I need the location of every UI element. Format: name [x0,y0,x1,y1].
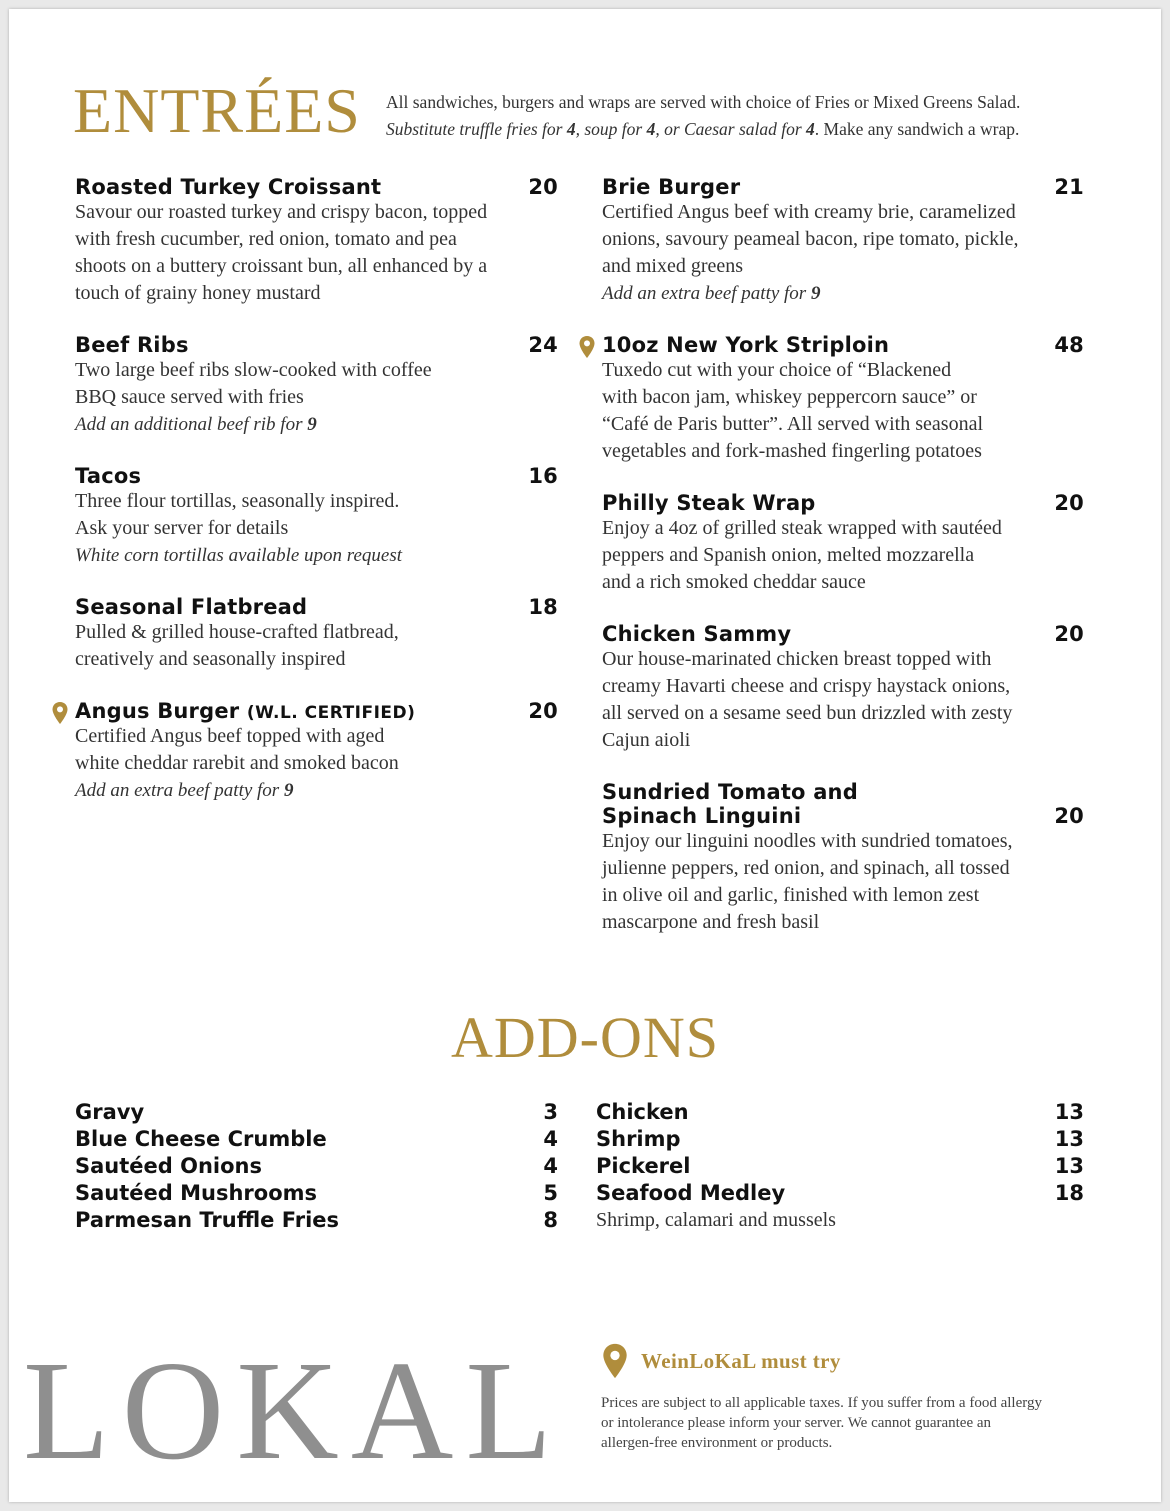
entrees-intro [386,89,1126,143]
must-try-label: WeinLoKaL must try [641,1348,841,1373]
item-note: Add an extra beef patty for 9 [602,283,821,304]
item-name: Brie Burger [602,175,741,199]
location-pin-icon [601,1342,629,1380]
item-desc-line: Certified Angus beef topped with aged [75,725,385,747]
item-desc-line: Ask your server for details [75,517,289,539]
addon-item [596,1180,1084,1207]
item-price: 21 [1054,175,1084,199]
must-try-legend [601,1342,841,1380]
item-desc-line: Savour our roasted turkey and crispy bacon, topped [75,201,488,223]
item-desc-line: peppers and Spanish onion, melted mozzarella [602,544,975,566]
item-desc-line: with bacon jam, whiskey peppercorn sauce” or [602,386,977,408]
menu-item [75,699,558,804]
item-price: 20 [1054,491,1084,515]
addon-item [75,1099,558,1126]
item-note: Add an additional beef rib for 9 [75,414,317,435]
addon-item [75,1180,558,1207]
item-price: 16 [528,464,558,488]
addon-price: 13 [1054,1154,1084,1178]
item-name: Seasonal Flatbread [75,595,308,619]
addon-item [596,1099,1084,1126]
menu-item [602,622,1084,754]
disclaimer-line: or intolerance please inform your server. We cannot guarantee an [601,1415,992,1431]
item-desc-line: Our house-marinated chicken breast topped with [602,648,992,670]
item-desc-line: touch of grainy honey mustard [75,282,321,304]
item-desc-line: Two large beef ribs slow-cooked with coffee [75,359,432,381]
entrees-left-column [75,175,558,804]
addon-note: Shrimp, calamari and mussels [596,1209,836,1231]
location-pin-icon [51,701,69,725]
addon-name: Chicken [596,1100,689,1124]
menu-item [602,333,1084,465]
item-desc-line: “Café de Paris butter”. All served with seasonal [602,413,983,435]
addon-price: 13 [1054,1100,1084,1124]
item-desc-line: onions, savoury peameal bacon, ripe tomato, pickle, [602,228,1019,250]
item-name: Beef Ribs [75,333,189,357]
menu-item [75,333,558,438]
location-pin-icon [578,335,596,359]
item-desc-line: and a rich smoked cheddar sauce [602,571,866,593]
addon-price: 5 [543,1181,558,1205]
item-desc-line: julienne peppers, red onion, and spinach, all tossed [602,857,1010,879]
lokal-logo: LOKAL [23,1331,565,1489]
menu-item [602,780,1084,936]
item-name: Tacos [75,464,142,488]
menu-item [75,175,558,307]
addon-item [596,1153,1084,1180]
addon-name: Shrimp [596,1127,681,1151]
addon-item [596,1126,1084,1153]
item-desc-line: Enjoy our linguini noodles with sundried tomatoes, [602,830,1013,852]
addon-name: Sautéed Onions [75,1154,262,1178]
menu-item [602,491,1084,596]
menu-page [9,9,1161,1502]
item-name: 10oz New York Striploin [602,333,890,357]
addon-price: 8 [543,1208,558,1232]
addon-item [75,1126,558,1153]
item-desc-line: creatively and seasonally inspired [75,648,346,670]
entrees-right-column [602,175,1084,936]
addon-name: Parmesan Truffle Fries [75,1208,340,1232]
item-desc-line: in olive oil and garlic, finished with lemon zest [602,884,980,906]
item-price: 20 [528,175,558,199]
item-desc-line: Three flour tortillas, seasonally inspired. [75,490,400,512]
item-desc-line: shoots on a buttery croissant bun, all enhanced by a [75,255,488,277]
item-name: Angus Burger (W.L. CERTIFIED) [75,699,416,723]
item-desc-line: mascarpone and fresh basil [602,911,820,933]
addon-name: Pickerel [596,1154,691,1178]
item-price: 20 [1054,622,1084,646]
item-name: Roasted Turkey Croissant [75,175,382,199]
addons-right-list [596,1099,1084,1234]
item-desc-line: Enjoy a 4oz of grilled steak wrapped with sautéed [602,517,1002,539]
item-desc-line: and mixed greens [602,255,744,277]
disclaimer [601,1393,1111,1453]
intro-line-1: All sandwiches, burgers and wraps are served with choice of Fries or Mixed Greens Salad. [386,92,1021,112]
entrees-title: ENTRÉES [73,75,361,146]
addon-item [75,1207,558,1234]
item-desc-line: Tuxedo cut with your choice of “Blackened [602,359,952,381]
item-desc-line: all served on a sesame seed bun drizzled with zesty [602,702,1013,724]
menu-item [602,175,1084,307]
item-price: 20 [1054,804,1084,828]
item-price: 20 [528,699,558,723]
item-name: Chicken Sammy [602,622,792,646]
disclaimer-line: Prices are subject to all applicable taxes. If you suffer from a food allergy [601,1395,1042,1411]
addons-left-list [75,1099,558,1234]
item-desc-line: BBQ sauce served with fries [75,386,304,408]
addon-price: 18 [1054,1181,1084,1205]
addon-name: Gravy [75,1100,145,1124]
item-desc-line: with fresh cucumber, red onion, tomato and pea [75,228,457,250]
item-desc-line: creamy Havarti cheese and crispy haystack onions, [602,675,1011,697]
addon-price: 13 [1054,1127,1084,1151]
item-desc-line: Cajun aioli [602,729,691,751]
item-name-line-1: Sundried Tomato and [602,780,858,804]
item-note: White corn tortillas available upon request [75,545,403,566]
addon-name: Blue Cheese Crumble [75,1127,327,1151]
addon-price: 4 [543,1127,558,1151]
item-desc-line: white cheddar rarebit and smoked bacon [75,752,399,774]
addon-price: 3 [543,1100,558,1124]
disclaimer-line: allergen-free environment or products. [601,1435,833,1451]
addon-name: Seafood Medley [596,1181,786,1205]
item-name: Spinach Linguini [602,804,802,828]
addon-name: Sautéed Mushrooms [75,1181,318,1205]
item-price: 48 [1054,333,1084,357]
item-name: Philly Steak Wrap [602,491,816,515]
item-note: Add an extra beef patty for 9 [75,780,294,801]
menu-item [75,595,558,673]
item-desc-line: vegetables and fork-mashed fingerling potatoes [602,440,982,462]
addon-item [75,1153,558,1180]
item-desc-line: Certified Angus beef with creamy brie, caramelized [602,201,1016,223]
item-desc-line: Pulled & grilled house-crafted flatbread, [75,621,399,643]
addons-title: ADD-ONS [451,1005,719,1070]
addon-price: 4 [543,1154,558,1178]
menu-item [75,464,558,569]
item-price: 24 [528,333,558,357]
intro-line-2: Substitute truffle fries for 4, soup for 4, or Caesar salad for 4. Make any sandwich a wrap. [386,119,1020,139]
item-price: 18 [528,595,558,619]
